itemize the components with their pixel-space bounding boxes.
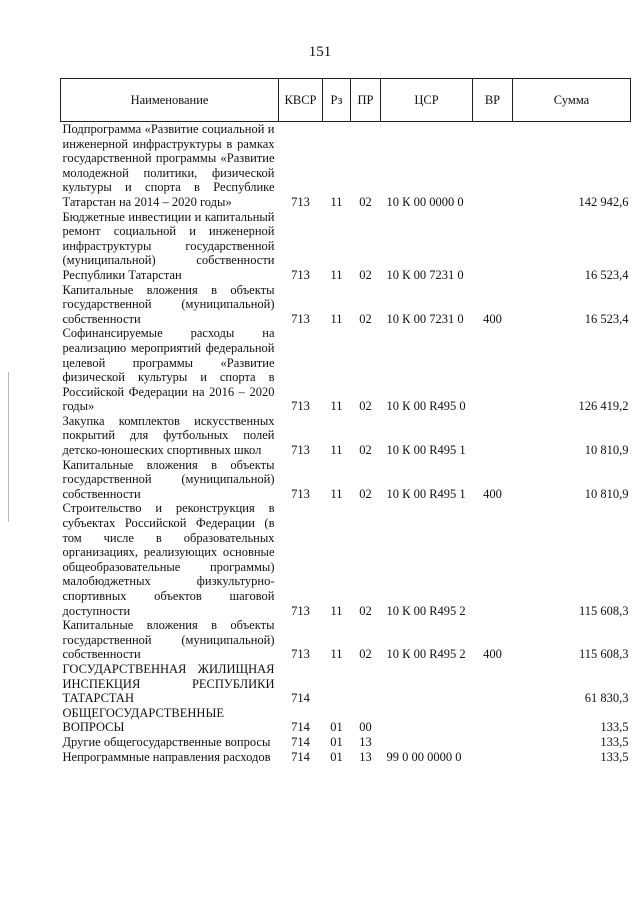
row-csr: 10 К 00 R495 0 [386, 399, 466, 414]
table-row [61, 210, 631, 283]
row-kvsr: 713 [291, 311, 310, 326]
row-pr: 02 [359, 267, 372, 282]
row-sum: 115 608,3 [578, 647, 629, 662]
row-sum: 10 810,9 [584, 443, 629, 458]
table-row [61, 618, 631, 662]
row-csr: 10 К 00 7231 0 [386, 267, 464, 282]
row-sum: 142 942,6 [578, 194, 629, 209]
table-row [61, 706, 631, 735]
table-row [61, 122, 631, 210]
row-rz: 11 [330, 443, 343, 458]
row-pr: 02 [359, 311, 372, 326]
row-name: Непрограммные направления расходов [62, 749, 271, 764]
row-vr [473, 326, 513, 414]
header-pr: ПР [351, 79, 381, 122]
row-csr: 99 0 00 0000 0 [386, 749, 462, 764]
table-row [61, 735, 631, 750]
row-name: Другие общегосударственные вопросы [62, 734, 271, 749]
row-rz: 11 [330, 311, 343, 326]
row-name: Подпрограмма «Развитие социальной и инженерной инфраструктуры в рамках государственной программы «Развитие молодежной политики, физической культуры и спорта в Республике Татарстан на 2014 – 2020 годы» [62, 122, 275, 209]
row-sum: 115 608,3 [578, 603, 629, 618]
row-csr: 10 К 00 R495 2 [386, 603, 466, 618]
header-vr: ВР [473, 79, 513, 122]
row-rz: 11 [330, 486, 343, 501]
row-vr [473, 750, 513, 765]
row-kvsr: 714 [291, 749, 310, 764]
row-pr: 02 [359, 603, 372, 618]
row-rz: 11 [330, 194, 343, 209]
row-sum: 133,5 [600, 734, 629, 749]
row-sum: 16 523,4 [584, 267, 629, 282]
table-row [61, 414, 631, 458]
row-pr: 02 [359, 486, 372, 501]
row-pr: 02 [359, 443, 372, 458]
row-csr: 10 К 00 R495 2 [386, 647, 466, 662]
row-sum: 16 523,4 [584, 311, 629, 326]
row-vr [473, 706, 513, 735]
row-sum: 133,5 [600, 749, 629, 764]
row-csr: 10 К 00 0000 0 [386, 194, 464, 209]
header-csr: ЦСР [381, 79, 473, 122]
row-rz: 01 [330, 749, 343, 764]
row-pr: 13 [359, 749, 372, 764]
row-name: Бюджетные инвестиции и капитальный ремонт социальной и инженерной инфраструктуры государственной (муниципальной) собственности Республики Татарстан [62, 209, 275, 282]
row-vr [473, 414, 513, 458]
row-csr: 10 К 00 7231 0 [386, 311, 464, 326]
row-csr: 10 К 00 R495 1 [386, 486, 466, 501]
row-name: Софинансируемые расходы на реализацию мероприятий федеральной целевой программы «Развитие физической культуры и спорта в Российской Федерации на 2016 – 2020 годы» [62, 326, 275, 414]
header-kvsr: КВСР [279, 79, 323, 122]
row-kvsr: 714 [291, 734, 310, 749]
row-csr [381, 735, 473, 750]
row-rz: 01 [330, 734, 343, 749]
table-row [61, 501, 631, 618]
scan-artifact [8, 372, 9, 522]
row-rz: 11 [330, 603, 343, 618]
page-number: 151 [308, 44, 332, 60]
row-vr [473, 210, 513, 283]
row-name: Закупка комплектов искусственных покрытий для футбольных полей детско-юношеских спортивных школ [62, 413, 275, 458]
row-rz: 11 [330, 267, 343, 282]
table-header-row [61, 79, 631, 122]
row-vr [473, 122, 513, 210]
header-sum: Сумма [513, 79, 631, 122]
row-sum: 61 830,3 [584, 691, 629, 706]
row-sum: 133,5 [600, 720, 629, 735]
row-vr [473, 735, 513, 750]
row-kvsr: 713 [291, 443, 310, 458]
table-row [61, 283, 631, 327]
row-kvsr: 713 [291, 399, 310, 414]
row-pr: 02 [359, 194, 372, 209]
row-pr: 13 [359, 734, 372, 749]
row-kvsr: 713 [291, 486, 310, 501]
row-csr: 10 К 00 R495 1 [386, 443, 466, 458]
row-name: ОБЩЕГОСУДАРСТВЕННЫЕ ВОПРОСЫ [62, 705, 224, 735]
row-name: Капитальные вложения в объекты государственной (муниципальной) собственности [62, 457, 275, 501]
row-rz: 11 [330, 399, 343, 414]
row-vr [473, 501, 513, 618]
row-sum: 10 810,9 [584, 486, 629, 501]
table-row [61, 750, 631, 765]
header-rz: Рз [323, 79, 351, 122]
row-csr [381, 662, 473, 706]
row-pr: 02 [359, 399, 372, 414]
row-sum: 126 419,2 [578, 399, 629, 414]
row-rz: 01 [330, 720, 343, 735]
row-kvsr: 713 [291, 603, 310, 618]
row-name: ГОСУДАРСТВЕННАЯ ЖИЛИЩНАЯ ИНСПЕКЦИЯ РЕСПУБЛИКИ ТАТАРСТАН [62, 661, 275, 706]
row-csr [381, 706, 473, 735]
row-name: Строительство и реконструкция в субъектах Российской Федерации (в том числе в образовательных организациях, реализующих основные общеобразовательные программы) малобюджетных физкультурно-спортивных объектов шаговой доступности [62, 501, 275, 618]
row-rz [323, 662, 351, 706]
row-pr: 00 [359, 720, 372, 735]
row-vr: 400 [483, 311, 502, 326]
row-pr: 02 [359, 647, 372, 662]
row-vr: 400 [483, 486, 502, 501]
row-name: Капитальные вложения в объекты государственной (муниципальной) собственности [62, 282, 275, 326]
budget-table [60, 78, 631, 764]
row-pr [351, 662, 381, 706]
row-vr [473, 662, 513, 706]
header-name: Наименование [61, 79, 279, 122]
table-row [61, 662, 631, 706]
row-kvsr: 713 [291, 194, 310, 209]
row-name: Капитальные вложения в объекты государственной (муниципальной) собственности [62, 618, 275, 662]
row-rz: 11 [330, 647, 343, 662]
row-kvsr: 714 [291, 720, 310, 735]
table-row [61, 326, 631, 414]
table-row [61, 458, 631, 502]
row-kvsr: 714 [291, 691, 310, 706]
row-vr: 400 [483, 647, 502, 662]
row-kvsr: 713 [291, 647, 310, 662]
row-kvsr: 713 [291, 267, 310, 282]
